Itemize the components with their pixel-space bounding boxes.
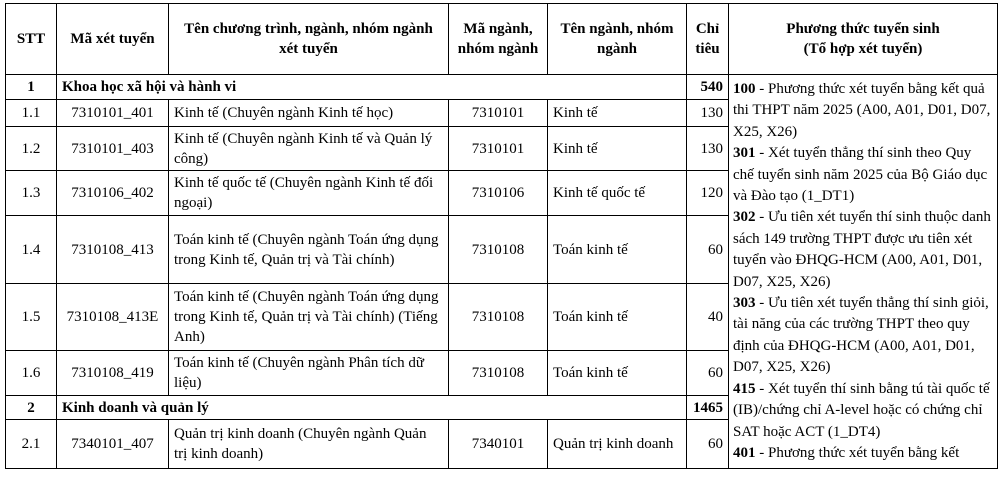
row-code: 7310106_402 xyxy=(57,171,169,216)
row-major-code: 7340101 xyxy=(449,420,548,469)
row-major: Toán kinh tế xyxy=(548,216,687,284)
header-ten-nganh: Tên ngành, nhóm ngành xyxy=(548,4,687,75)
group-row xyxy=(6,75,998,100)
row-quota: 130 xyxy=(687,100,729,127)
method-item xyxy=(733,143,993,207)
group-name: Khoa học xã hội và hành vi xyxy=(57,75,687,100)
header-ma-nganh: Mã ngành, nhóm ngành xyxy=(449,4,548,75)
row-major-code: 7310101 xyxy=(449,127,548,171)
method-item xyxy=(733,79,993,143)
row-quota: 60 xyxy=(687,351,729,396)
row-stt: 1.3 xyxy=(6,171,57,216)
row-major: Kinh tế xyxy=(548,127,687,171)
row-program: Toán kinh tế (Chuyên ngành Phân tích dữ liệu) xyxy=(169,351,449,396)
header-phuong-thuc-title: Phương thức tuyển sinh xyxy=(786,21,940,37)
row-code: 7340101_407 xyxy=(57,420,169,469)
row-major: Kinh tế xyxy=(548,100,687,127)
method-text: - Xét tuyển thẳng thí sinh theo Quy chế tuyển sinh năm 2025 của Bộ Giáo dục và Đào tạo (1_DT1) xyxy=(733,145,988,205)
header-stt: STT xyxy=(6,4,57,75)
method-item xyxy=(733,207,993,293)
row-program: Kinh tế quốc tế (Chuyên ngành Kinh tế đối ngoại) xyxy=(169,171,449,216)
method-text: - Ưu tiên xét tuyển thẳng thí sinh giỏi, tài năng của các trường THPT theo quy định của ĐHQG-HCM (A00, A01, D01, D07, X25, X26) xyxy=(733,295,989,376)
row-program: Kinh tế (Chuyên ngành Kinh tế và Quản lý công) xyxy=(169,127,449,171)
row-major-code: 7310108 xyxy=(449,216,548,284)
method-text: - Phương thức xét tuyển bằng kết xyxy=(755,444,960,461)
row-major: Kinh tế quốc tế xyxy=(548,171,687,216)
row-program: Toán kinh tế (Chuyên ngành Toán ứng dụng trong Kinh tế, Quản trị và Tài chính) (Tiếng Anh) xyxy=(169,284,449,351)
row-program: Toán kinh tế (Chuyên ngành Toán ứng dụng trong Kinh tế, Quản trị và Tài chính) xyxy=(169,216,449,284)
admissions-table xyxy=(5,3,998,469)
method-text: - Ưu tiên xét tuyển thí sinh thuộc danh sách 149 trường THPT được ưu tiên xét tuyển vào ĐHQG-HCM (A00, A01, D01, D07, X25, X26) xyxy=(733,209,991,290)
group-name: Kinh doanh và quản lý xyxy=(57,396,687,420)
row-quota: 60 xyxy=(687,420,729,469)
header-phuong-thuc xyxy=(729,4,998,75)
row-stt: 1.2 xyxy=(6,127,57,171)
group-stt: 2 xyxy=(6,396,57,420)
method-code: 303 xyxy=(733,295,756,312)
row-quota: 120 xyxy=(687,171,729,216)
header-phuong-thuc-sub: (Tổ hợp xét tuyển) xyxy=(803,41,923,57)
group-quota: 1465 xyxy=(687,396,729,420)
row-quota: 60 xyxy=(687,216,729,284)
row-stt: 2.1 xyxy=(6,420,57,469)
row-code: 7310101_401 xyxy=(57,100,169,127)
header-ma-xet-tuyen: Mã xét tuyển xyxy=(57,4,169,75)
row-major: Toán kinh tế xyxy=(548,351,687,396)
method-code: 100 xyxy=(733,81,756,97)
row-major-code: 7310101 xyxy=(449,100,548,127)
row-major-code: 7310106 xyxy=(449,171,548,216)
method-item xyxy=(733,443,993,464)
row-major-code: 7310108 xyxy=(449,351,548,396)
method-code: 301 xyxy=(733,145,756,162)
row-quota: 130 xyxy=(687,127,729,171)
row-stt: 1.6 xyxy=(6,351,57,396)
method-code: 415 xyxy=(733,380,756,397)
row-code: 7310108_413 xyxy=(57,216,169,284)
row-major: Toán kinh tế xyxy=(548,284,687,351)
method-text: - Phương thức xét tuyển bằng kết quả thi THPT năm 2025 (A00, A01, D01, D07, X25, X26) xyxy=(733,81,991,140)
methods-cell xyxy=(729,75,998,469)
row-stt: 1.5 xyxy=(6,284,57,351)
header-chi-tieu: Chỉ tiêu xyxy=(687,4,729,75)
method-text: - Xét tuyển thí sinh bằng tú tài quốc tế (IB)/chứng chỉ A-level hoặc có chứng chỉ SAT hoặc ACT (1_DT4) xyxy=(733,380,990,440)
group-stt: 1 xyxy=(6,75,57,100)
row-code: 7310108_413E xyxy=(57,284,169,351)
method-item xyxy=(733,293,993,379)
method-code: 401 xyxy=(733,444,756,461)
header-row xyxy=(6,4,998,75)
row-major-code: 7310108 xyxy=(449,284,548,351)
row-stt: 1.4 xyxy=(6,216,57,284)
row-code: 7310101_403 xyxy=(57,127,169,171)
row-quota: 40 xyxy=(687,284,729,351)
row-program: Kinh tế (Chuyên ngành Kinh tế học) xyxy=(169,100,449,127)
row-major: Quản trị kinh doanh xyxy=(548,420,687,469)
method-code: 302 xyxy=(733,209,756,226)
method-item xyxy=(733,379,993,443)
row-code: 7310108_419 xyxy=(57,351,169,396)
group-quota: 540 xyxy=(687,75,729,100)
header-ten-chuong-trinh: Tên chương trình, ngành, nhóm ngành xét tuyển xyxy=(169,4,449,75)
row-stt: 1.1 xyxy=(6,100,57,127)
row-program: Quản trị kinh doanh (Chuyên ngành Quản trị kinh doanh) xyxy=(169,420,449,469)
